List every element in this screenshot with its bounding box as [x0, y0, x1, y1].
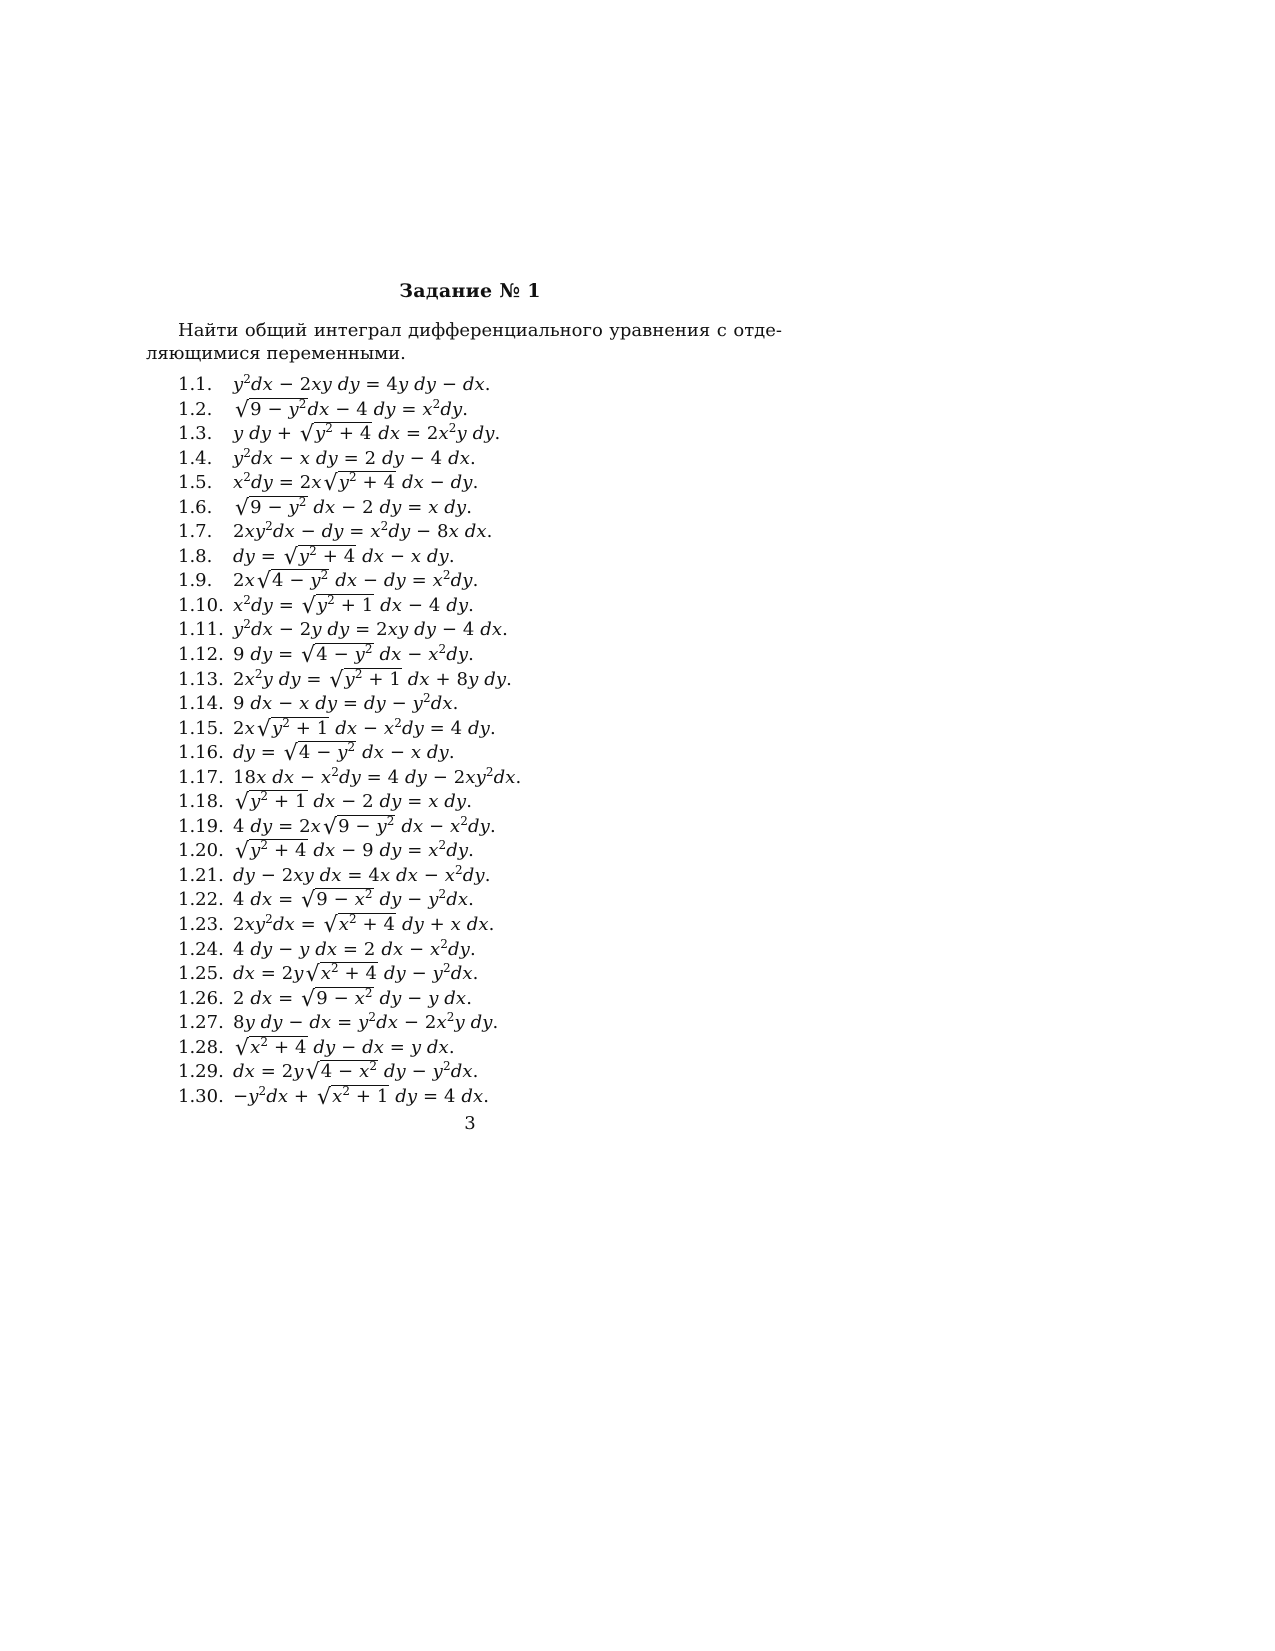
problem-item: [178, 520, 521, 545]
radical: $√9 - y^2$: [235, 494, 307, 521]
problem-number: 1.21.: [178, 864, 224, 886]
problem-number: 1.4.: [178, 447, 213, 469]
problem-item: [178, 569, 521, 594]
problem-equation: $x^2dy = 2x√y^2 + 4$ dx − dy.: [233, 470, 479, 497]
problem-equation: $2x^2y$ dy = $√y^2 + 1$ dx + 8y dy.: [233, 666, 512, 693]
problem-equation: 4 dy = $2x√9 - y^2$ dx − $x^2dy$.: [233, 813, 496, 840]
problem-item: [178, 398, 521, 423]
radical: $√y^2 + 1$: [235, 789, 307, 816]
radical: $√y^2 + 4$: [323, 470, 396, 497]
problem-number: 1.14.: [178, 693, 224, 715]
problem-item: [178, 839, 521, 864]
radical: $√4 - y^2$: [256, 568, 329, 595]
problem-equation: $√x^2 + 4$ dy − dx = y dx.: [235, 1034, 455, 1061]
problem-number: 1.15.: [178, 717, 224, 739]
problem-item: [178, 545, 521, 570]
radical: $√x^2 + 4$: [305, 961, 378, 988]
problem-item: [178, 741, 521, 766]
problem-equation: $2xy^2dx$ − dy = $x^2dy - 8x$ dx.: [233, 519, 493, 543]
problem-item: [178, 447, 521, 472]
problem-equation: $√y^2 + 4$ dx − 9 dy = $x^2dy$.: [235, 838, 474, 865]
problem-equation: y dy + $√y^2 + 4$ dx = $2x^2y$ dy.: [233, 421, 501, 448]
radical: $√9 - x^2$: [301, 985, 373, 1012]
problem-number: 1.6.: [178, 496, 213, 518]
problem-number: 1.8.: [178, 545, 213, 567]
problem-equation: $x^2dy = √y^2 + 1$ dx − 4 dy.: [233, 592, 474, 619]
problem-equation: $2x√4 - y^2$ dx − dy = $x^2dy$.: [233, 568, 479, 595]
problem-equation: $2x√y^2 + 1$ dx − $x^2dy = 4$ dy.: [233, 715, 496, 742]
page-title: Задание № 1: [399, 280, 541, 302]
problem-number: 1.2.: [178, 398, 213, 420]
problem-item: [178, 643, 521, 668]
problem-equation: dx = $2y√4 - x^2$ dy − $y^2dx$.: [233, 1059, 479, 1086]
problem-number: 1.10.: [178, 594, 224, 616]
problem-number: 1.12.: [178, 644, 224, 666]
problem-equation: dy − 2xy dx = 4x dx − $x^2dy$.: [233, 862, 491, 886]
problem-equation: 9 dx − x dy = dy − $y^2dx$.: [233, 691, 459, 715]
problem-number: 1.25.: [178, 963, 224, 985]
problem-number: 1.30.: [178, 1085, 224, 1107]
problem-number: 1.26.: [178, 987, 224, 1009]
problem-item: [178, 913, 521, 938]
problem-item: [178, 938, 521, 963]
problem-number: 1.20.: [178, 840, 224, 862]
page-number: 3: [464, 1113, 476, 1134]
task-statement-line-2: ляющимися переменными.: [146, 343, 406, 364]
radical: $√y^2 + 4$: [283, 543, 356, 570]
problem-equation: 4 dx = $√9 - x^2$ dy − $y^2dx$.: [233, 887, 474, 914]
problem-number: 1.22.: [178, 889, 224, 911]
radical: $√y^2 + 4$: [299, 421, 372, 448]
radical: $√y^2 + 1$: [256, 715, 329, 742]
problem-item: [178, 692, 521, 717]
problem-item: [178, 618, 521, 643]
radical: $√y^2 + 4$: [235, 838, 307, 865]
problem-equation: dy = $√y^2 + 4$ dx − x dy.: [233, 543, 455, 570]
problem-equation: 4 dy − y dx = 2 dx − $x^2dy$.: [233, 936, 476, 960]
problem-item: [178, 422, 521, 447]
problem-equation: $√9 - y^2$ dx − 2 dy = x dy.: [235, 494, 473, 521]
radical: $√x^2 + 1$: [316, 1083, 389, 1110]
problem-item: [178, 962, 521, 987]
problem-equation: $y^2dx - x$ dy = 2 dy − 4 dx.: [233, 445, 476, 469]
problem-number: 1.18.: [178, 791, 224, 813]
problem-number: 1.28.: [178, 1036, 224, 1058]
problem-number: 1.17.: [178, 766, 224, 788]
problem-item: [178, 815, 521, 840]
problem-item: [178, 888, 521, 913]
problem-item: [178, 987, 521, 1012]
problem-equation: 18x dx − $x^2dy = 4$ dy − $2xy^2dx$.: [233, 764, 522, 788]
problem-list: [178, 373, 521, 1109]
problem-item: [178, 594, 521, 619]
problem-number: 1.3.: [178, 423, 213, 445]
problem-equation: dy = $√4 - y^2$ dx − x dy.: [233, 740, 455, 767]
problem-number: 1.27.: [178, 1012, 224, 1034]
problem-number: 1.1.: [178, 374, 213, 395]
problem-equation: dx = $2y√x^2 + 4$ dy − $y^2dx$.: [233, 961, 479, 988]
problem-equation: $y^2dx - 2xy$ dy = 4y dy − dx.: [233, 372, 491, 395]
radical: $√x^2 + 4$: [323, 912, 396, 939]
problem-equation: $-y^2dx + √x^2 + 1$ dy = 4 dx.: [233, 1083, 490, 1110]
problem-number: 1.13.: [178, 668, 224, 690]
radical: $√4 - x^2$: [305, 1059, 378, 1086]
problem-item: [178, 864, 521, 889]
problem-equation: $√9 - y^2dx - 4$ dy = $x^2dy$.: [235, 396, 469, 423]
problem-number: 1.7.: [178, 521, 213, 543]
problem-number: 1.9.: [178, 570, 213, 592]
radical: $√9 - y^2$: [235, 396, 307, 423]
radical: $√y^2 + 1$: [301, 592, 374, 619]
radical: $√9 - y^2$: [322, 813, 395, 840]
problem-item: [178, 1060, 521, 1085]
problem-item: [178, 668, 521, 693]
problem-item: [178, 1036, 521, 1061]
problem-equation: 2 dx = $√9 - x^2$ dy − y dx.: [233, 985, 473, 1012]
problem-equation: 8y dy − dx = $y^2dx - 2x^2y$ dy.: [233, 1010, 499, 1034]
problem-item: [178, 496, 521, 521]
problem-equation: $√y^2 + 1$ dx − 2 dy = x dy.: [235, 789, 473, 816]
problem-equation: $y^2dx - 2y$ dy = 2xy dy − 4 dx.: [233, 617, 508, 641]
problem-number: 1.16.: [178, 742, 224, 764]
radical: $√4 - y^2$: [301, 642, 373, 669]
problem-number: 1.19.: [178, 815, 224, 837]
problem-item: [178, 373, 521, 398]
radical: $√4 - y^2$: [283, 740, 356, 767]
problem-item: [178, 471, 521, 496]
problem-number: 1.23.: [178, 914, 224, 936]
radical: $√9 - x^2$: [301, 887, 373, 914]
problem-item: [178, 1085, 521, 1110]
problem-item: [178, 790, 521, 815]
problem-number: 1.29.: [178, 1061, 224, 1083]
task-statement-line-1: Найти общий интеграл дифференциального уравнения с отде-: [178, 320, 782, 341]
problem-item: [178, 717, 521, 742]
radical: $√x^2 + 4$: [235, 1034, 307, 1061]
task-statement: [146, 319, 782, 365]
radical: $√y^2 + 1$: [329, 666, 401, 693]
problem-equation: 9 dy = $√4 - y^2$ dx − $x^2dy$.: [233, 642, 474, 669]
problem-equation: $2xy^2dx = √x^2 + 4$ dy + x dx.: [233, 912, 495, 939]
problem-number: 1.5.: [178, 472, 213, 494]
problem-number: 1.11.: [178, 619, 224, 641]
problem-item: [178, 1011, 521, 1036]
problem-item: [178, 766, 521, 791]
problem-number: 1.24.: [178, 938, 224, 960]
